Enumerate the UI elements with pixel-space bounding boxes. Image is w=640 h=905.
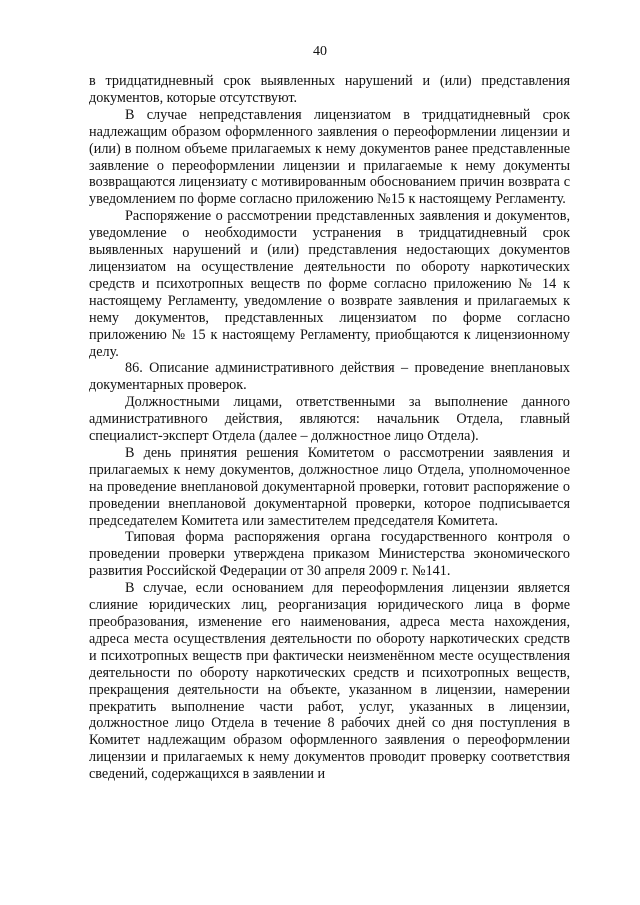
page-number: 40 bbox=[313, 44, 327, 59]
paragraph-2: В случае непредставления лицензиатом в тридцатидневный срок надлежащим образом оформленного заявления о переоформлении лицензии и (или) в полном объеме прилагаемых к нему документов ранее представленные заявление о переоформлении лицензии и прилагаемые к нему документы возвращаются лицензиату с мотивированным обоснованием причин возврата с уведомлением по форме согласно приложению №15 к настоящему Регламенту. bbox=[89, 106, 570, 208]
paragraph-5: Должностными лицами, ответственными за выполнение данного административного действия, являются: начальник Отдела, главный специалист-эксперт Отдела (далее – должностное лицо Отдела). bbox=[89, 394, 570, 445]
paragraph-4: 86. Описание административного действия – проведение внеплановых документарных проверок. bbox=[89, 360, 570, 394]
paragraph-6: В день принятия решения Комитетом о рассмотрении заявления и прилагаемых к нему документов, должностное лицо Отдела, уполномоченное на проведение внеплановой документарной проверки, готовит распоряжение о проведении внеплановой документарной проверки, которое подписывается председателем Комитета или заместителем председателя Комитета. bbox=[89, 444, 570, 529]
paragraph-1: в тридцатидневный срок выявленных нарушений и (или) представления документов, которые отсутствуют. bbox=[89, 73, 570, 106]
paragraph-8: В случае, если основанием для переоформления лицензии является слияние юридических лиц, реорганизация юридического лица в форме преобразования, изменение его наименования, адреса места нахождения, адреса места осуществления деятельности по обороту наркотических средств и психотропных веществ при фактически неизменённом месте осуществления деятельности по обороту наркотических средств и психотропных веществ, прекращения деятельности на объекте, указанном в лицензии, намерении прекратить выполнение части работ, услуг, указанных в лицензии, должностное лицо Отдела в течение 8 рабочих дней со дня поступления в Комитет надлежащим образом оформленного заявления о переоформлении лицензии и прилагаемых к нему документов проводит проверку соответствия сведений, содержащихся в заявлении и bbox=[89, 580, 570, 783]
paragraph-7: Типовая форма распоряжения органа государственного контроля о проведении проверки утверждена приказом Министерства экономического развития Российской Федерации от 30 апреля 2009 г. №141. bbox=[89, 529, 570, 580]
paragraph-3: Распоряжение о рассмотрении представленных заявления и документов, уведомление о необходимости устранения в тридцатидневный срок выявленных нарушений и (или) представления недостающих документов лицензиатом на осуществление деятельности по обороту наркотических средств и психотропных веществ по форме согласно приложению № 14 к настоящему Регламенту, уведомление о возврате заявления и прилагаемых к нему документов, представленных лицензиатом по форме согласно приложению № 15 к настоящему Регламенту, приобщаются к лицензионному делу. bbox=[89, 208, 570, 360]
document-body bbox=[89, 73, 570, 783]
